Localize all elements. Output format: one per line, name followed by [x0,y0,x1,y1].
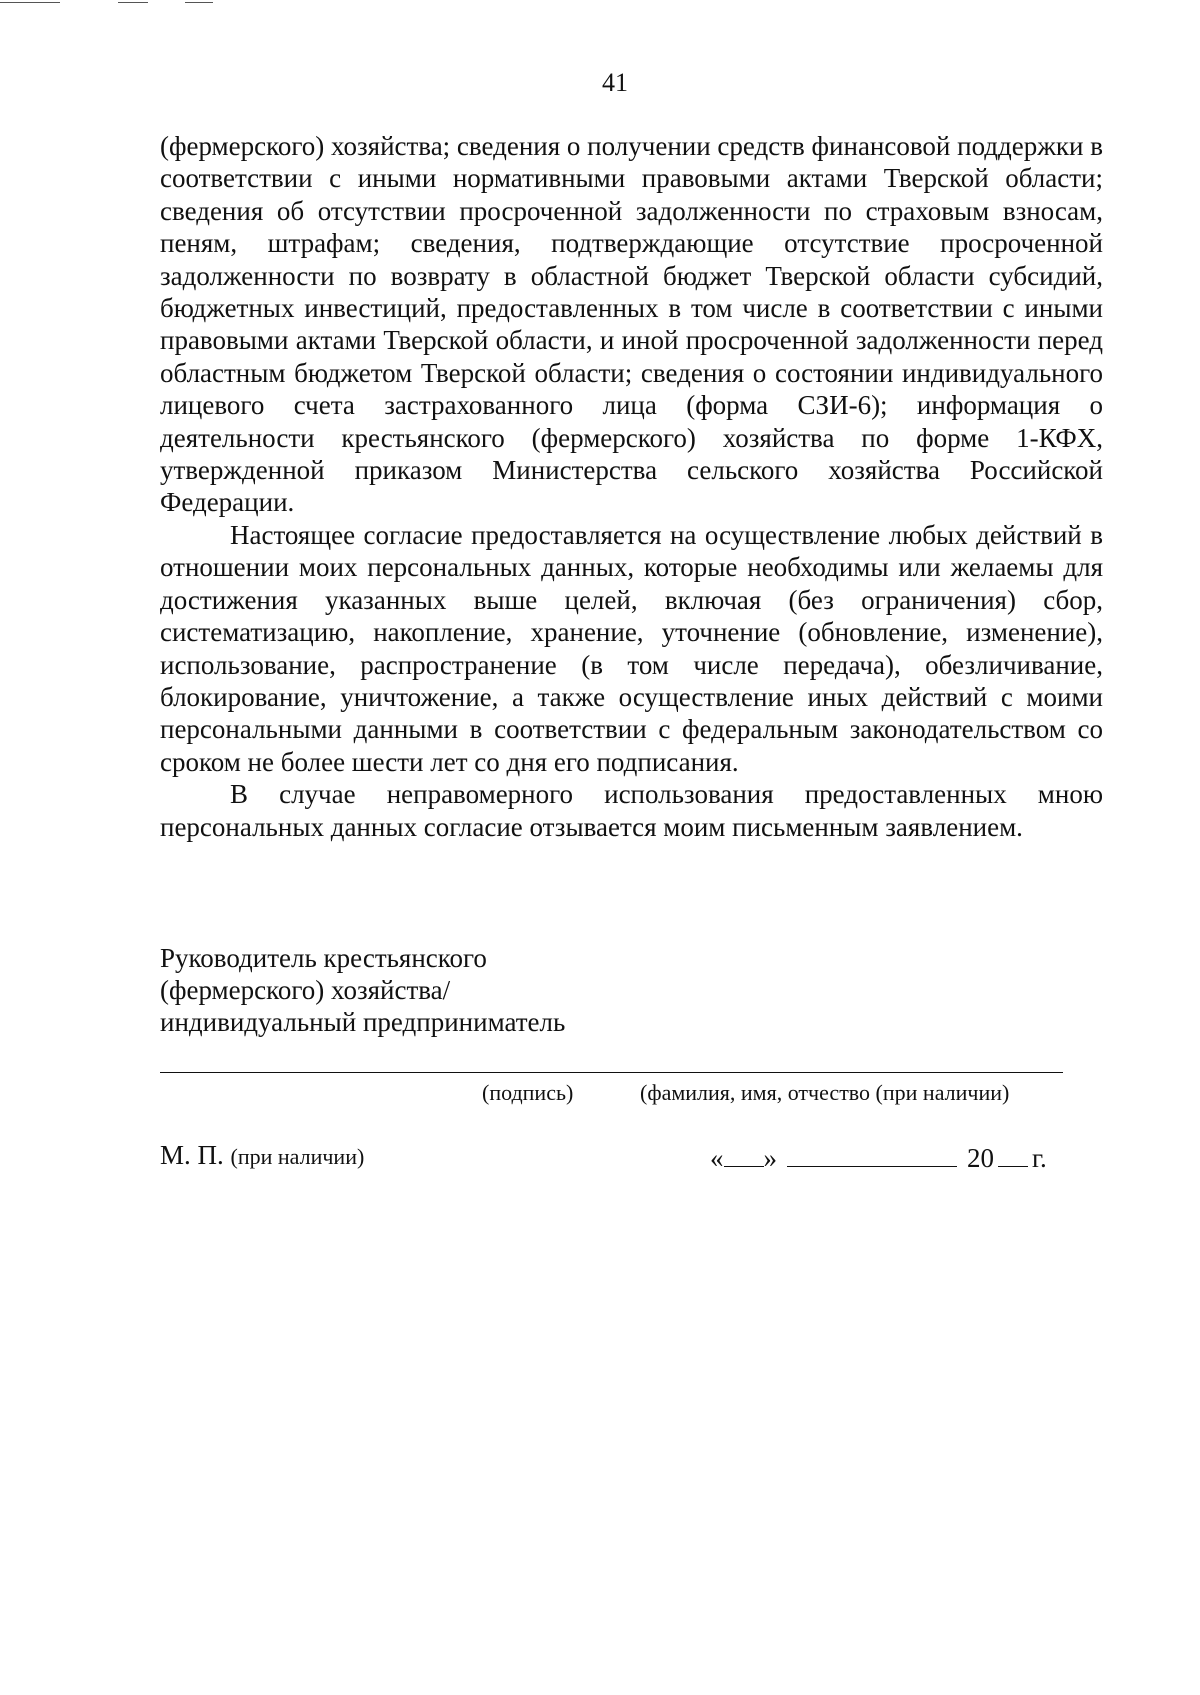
signatory-role-line: (фермерского) хозяйства/ [160,975,451,1005]
full-name-caption: (фамилия, имя, отчество (при наличии) [640,1080,1010,1105]
page-number: 41 [602,68,628,97]
stamp-placeholder [160,1140,364,1171]
date-century: 20 [967,1143,994,1173]
date-suffix: г. [1032,1143,1047,1173]
signatory-role-line: Руководитель крестьянского [160,943,487,973]
date-field [710,1140,1047,1174]
date-close-quote: » [763,1143,777,1173]
stamp-note: (при наличии) [230,1144,365,1169]
signature-caption: (подпись) [482,1080,574,1105]
signature-line[interactable] [160,1072,1063,1073]
paragraph-consent-revocation: В случае неправомерного использования предоставленных мною персональных данных согласие отзывается моим письменным заявлением. [160,779,1103,842]
date-day-blank[interactable] [724,1140,764,1167]
date-month-blank[interactable] [787,1140,957,1167]
date-year-blank[interactable] [998,1140,1028,1167]
document-body [160,130,1103,843]
signatory-role [160,942,565,1038]
stamp-label: М. П. [160,1140,224,1170]
paragraph-continuation: (фермерского) хозяйства; сведения о получении средств финансовой поддержки в соответствии с иными нормативными правовыми актами Тверской области; сведения об отсутствии просроченной задолженности по страховым взносам, пеням, штрафам; сведения, подтверждающие отсутствие просроченной задолженности по возврату в областной бюджет Тверской области субсидий, бюджетных инвестиций, предоставленных в том числе в соответствии с иными правовыми актами Тверской области, и иной просроченной задолженности перед областным бюджетом Тверской области; сведения о состоянии индивидуального лицевого счета застрахованного лица (форма СЗИ-6); информация о деятельности крестьянского (фермерского) хозяйства по форме 1-КФХ, утвержденной приказом Министерства сельского хозяйства Российской Федерации. [160,131,1103,518]
signatory-role-line: индивидуальный предприниматель [160,1007,566,1037]
paragraph-consent-scope: Настоящее согласие предоставляется на осуществление любых действий в отношении моих персональных данных, которые необходимы или желаемы для достижения указанных выше целей, включая (без ограничения) сбор, систематизацию, накопление, хранение, уточнение (обновление, изменение), использование, распространение (в том числе передача), обезличивание, блокирование, уничтожение, а также осуществление иных действий с моими персональными данными в соответствии с федеральным законодательством со сроком не более шести лет со дня его подписания. [160,519,1103,777]
date-open-quote: « [710,1143,724,1173]
